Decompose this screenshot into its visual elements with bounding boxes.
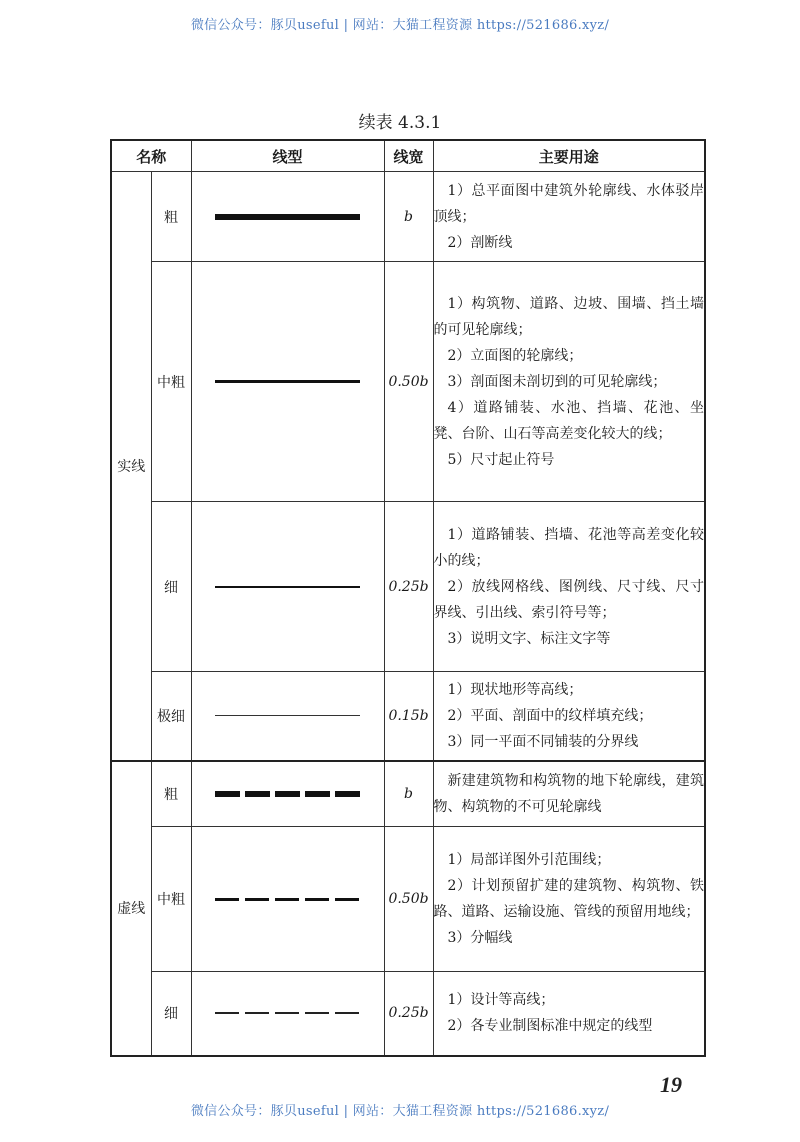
row-width: 0.15b (384, 672, 433, 761)
table-row (111, 972, 705, 1056)
row-name: 中粗 (151, 262, 191, 502)
line-sample-cell (191, 672, 384, 761)
row-usage: 1）道路铺装、挡墙、花池等高差变化较小的线； 2）放线网格线、图例线、尺寸线、尺寸界线、引出线、索引符号等； 3）说明文字、标注文字等 (433, 502, 705, 672)
line-sample-cell (191, 262, 384, 502)
header-usage: 主要用途 (433, 140, 705, 172)
solid-thin-line-icon (215, 586, 360, 588)
watermark-bottom: 微信公众号：豚贝useful | 网站：大猫工程资源 https://521686.xyz/ (190, 1104, 610, 1119)
dashed-thick-line-icon (215, 791, 360, 797)
row-name: 细 (151, 972, 191, 1056)
watermark-top: 微信公众号：豚贝useful | 网站：大猫工程资源 https://521686.xyz/ (190, 18, 610, 33)
row-usage: 1）设计等高线； 2）各专业制图标准中规定的线型 (433, 972, 705, 1056)
line-sample-cell (191, 502, 384, 672)
table-row (111, 262, 705, 502)
line-sample-cell (191, 972, 384, 1056)
row-usage: 1）构筑物、道路、边坡、围墙、挡土墙的可见轮廓线； 2）立面图的轮廓线； 3）剖面图未剖切到的可见轮廓线； 4）道路铺装、水池、挡墙、花池、坐凳、台阶、山石等高差变化较大的线； 5）尺寸起止符号 (433, 262, 705, 502)
dashed-thin-line-icon (215, 1012, 360, 1014)
solid-extra-thin-line-icon (215, 715, 360, 716)
line-sample-cell (191, 761, 384, 827)
line-sample-cell (191, 827, 384, 972)
row-width: b (384, 172, 433, 262)
row-name: 中粗 (151, 827, 191, 972)
table-row (111, 172, 705, 262)
row-name: 粗 (151, 761, 191, 827)
header-width: 线宽 (384, 140, 433, 172)
group-label-solid: 实线 (111, 172, 151, 761)
group-label-dashed: 虚线 (111, 761, 151, 1056)
row-usage: 1）局部详图外引范围线； 2）计划预留扩建的建筑物、构筑物、铁路、道路、运输设施、管线的预留用地线； 3）分幅线 (433, 827, 705, 972)
table-row (111, 502, 705, 672)
row-name: 粗 (151, 172, 191, 262)
line-sample-cell (191, 172, 384, 262)
table-header-row (111, 140, 705, 172)
row-width: 0.25b (384, 972, 433, 1056)
header-type: 线型 (191, 140, 384, 172)
row-width: b (384, 761, 433, 827)
solid-medium-line-icon (215, 380, 360, 383)
row-usage: 1）现状地形等高线； 2）平面、剖面中的纹样填充线； 3）同一平面不同铺装的分界线 (433, 672, 705, 761)
dashed-medium-line-icon (215, 898, 360, 901)
row-width: 0.50b (384, 827, 433, 972)
row-name: 极细 (151, 672, 191, 761)
row-width: 0.25b (384, 502, 433, 672)
table-row (111, 672, 705, 761)
line-type-table (110, 139, 706, 1057)
table-row (111, 827, 705, 972)
row-usage: 新建建筑物和构筑物的地下轮廓线，建筑物、构筑物的不可见轮廓线 (433, 761, 705, 827)
table-caption: 续表 4.3.1 (358, 113, 442, 133)
table-row (111, 761, 705, 827)
header-name: 名称 (111, 140, 191, 172)
row-name: 细 (151, 502, 191, 672)
row-width: 0.50b (384, 262, 433, 502)
row-usage: 1）总平面图中建筑外轮廓线、水体驳岸顶线； 2）剖断线 (433, 172, 705, 262)
page-number: 19 (660, 1072, 682, 1097)
solid-thick-line-icon (215, 214, 360, 220)
